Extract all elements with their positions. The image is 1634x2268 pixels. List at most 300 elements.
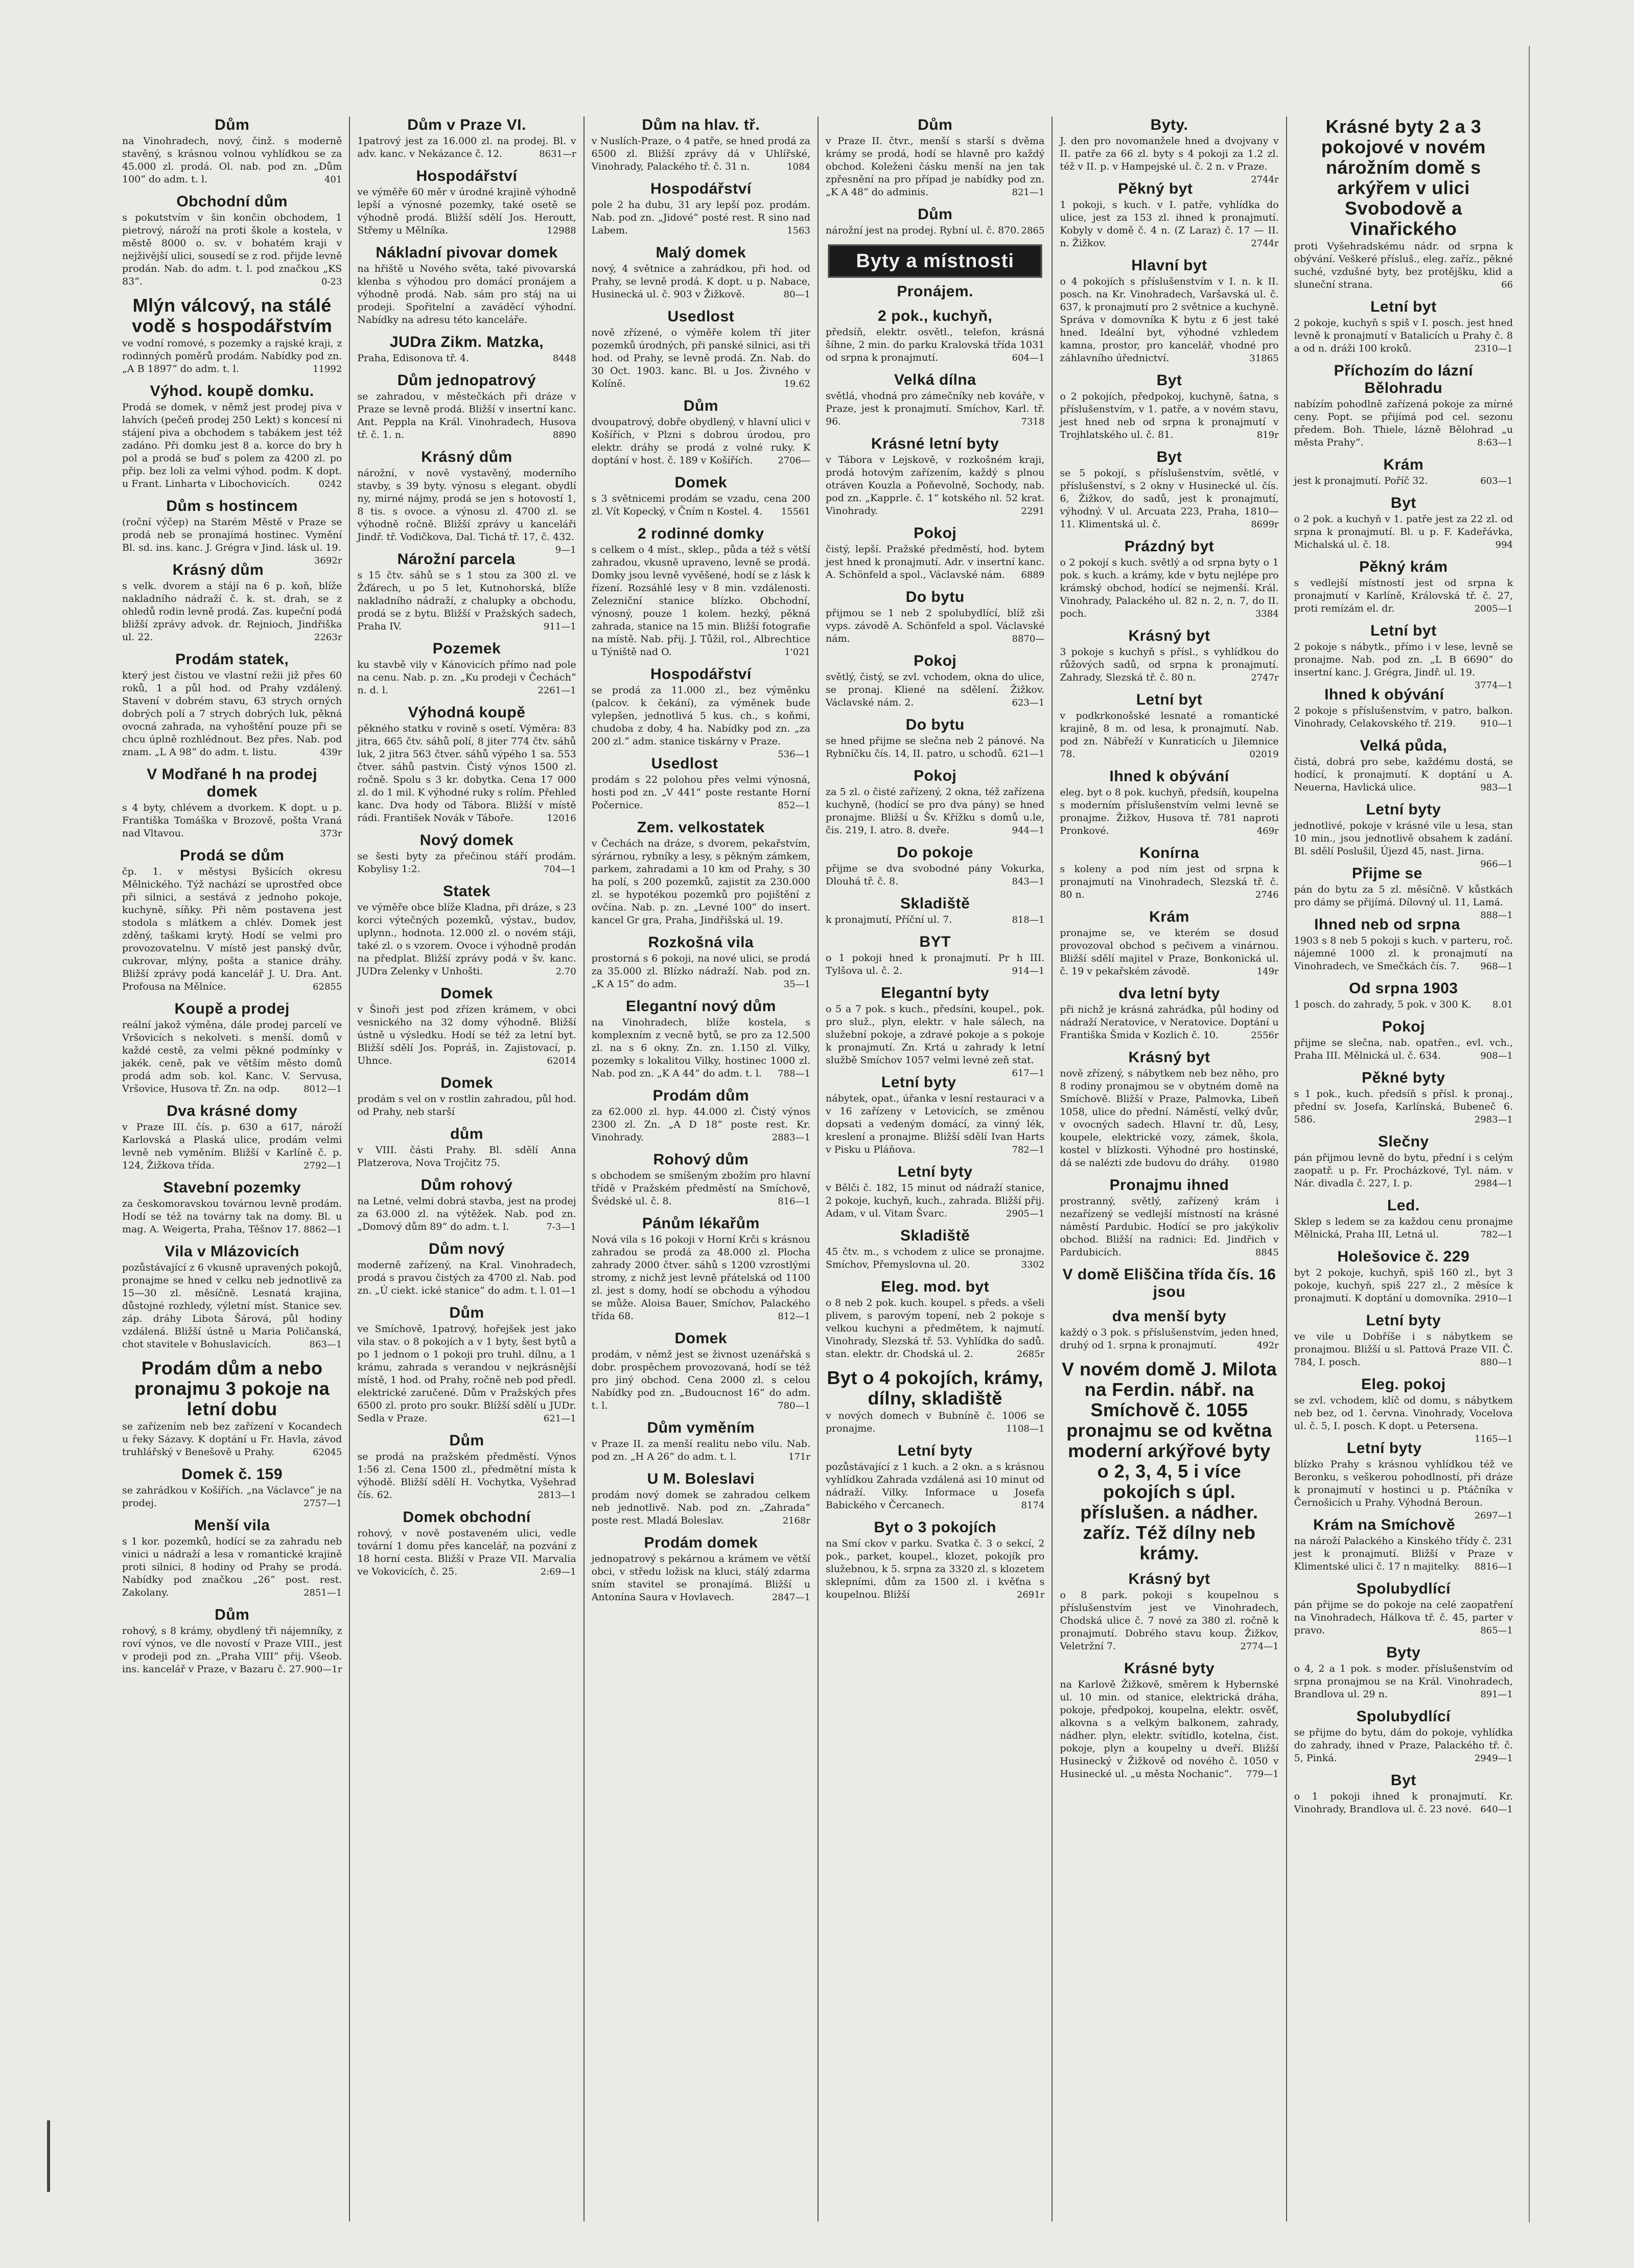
ad-number: 2774—1 [1240,1641,1279,1652]
ad-body: nový, 4 světnice a zahrádkou, při hod. od Prahy, se levně prodá. K dopt. u p. Nabace, Husinecká ul. č. 903 v Žižkově. [591,263,810,300]
classified-ad [357,832,576,876]
classified-ad [592,1419,810,1463]
ad-text [122,516,342,566]
ad-text [592,1553,810,1604]
ad-body: o 2 pok. a kuchyň v 1. patře jest za 22 zl. od srpna k pronajmutí. Bl. u p. F. Kadeřávka, Michalská ul. č. 18. [1294,513,1513,550]
ad-text [357,850,576,876]
ad-heading: Příchozím do lázní Bělohradu [1334,362,1474,396]
ad-body: o 4 pokojích s příslušenstvím v I. n. k II. posch. na Kr. Vinohradech, Varšavská ul. č. 637, k pronajmutí pro 2 světnice a kuchyně. Správa v domovníka K bytu z 6 jest také hned. Ideální byt, výhodné vzhledem kamna, prostor, pro kancelář, vhodné pro záhlavního úřednictví. [1060,276,1279,364]
ad-text [1060,863,1278,901]
classified-ad [122,383,342,490]
ad-body: Praha, Edisonova tř. 4. [357,353,470,364]
ad-text [357,1195,576,1233]
ad-text [1060,786,1278,837]
classified-ad [592,398,810,467]
ad-text [1294,1152,1513,1190]
classified-ad [1060,1571,1278,1653]
binding-mark [47,2120,50,2192]
classified-ad [592,116,810,173]
ad-text [1294,1394,1513,1444]
ad-number: 1108—1 [1006,1423,1045,1434]
ad-body: s obchodem se smíšeným zbožím pro hlavní třídě v Pražském předměstí na Smíchově, Švédské ul. č. 8. [591,1170,810,1207]
classified-ad [1060,768,1278,837]
ad-number: 8870— [1012,634,1045,644]
ad-heading: Konírna [1139,845,1199,861]
ad-number: 62855 [313,981,342,992]
ad-heading: Domek obchodní [403,1509,531,1526]
ad-body: ve výměře 60 měr v úrodné krajině výhodně lepší a výnosné pozemky, také osetě se výhodně prodá. Bližší sdělí Jos. Heroutt, Střemy u Mělníka. [357,186,576,236]
ad-text [122,802,342,840]
ad-body: světlý, čistý, se zvl. vchodem, okna do ulice, se pronaj. Kliené na sdělení. Žižkov. Václavské nám. 2. [826,671,1045,708]
classified-ad [826,767,1044,837]
classified-ad [1294,298,1513,355]
ad-heading: dva menší byty [1112,1308,1227,1325]
ad-number: 816—1 [778,1196,810,1207]
ad-number: 914—1 [1012,966,1045,976]
ad-body: v VIII. části Prahy. Bl. sdělí Anna Platzerova, Nova Trojčitz 75. [357,1144,576,1168]
classified-ad [826,1519,1044,1601]
ad-body: v Bělči č. 182, 15 minut od nádraží stanice, 2 pokoje, kuchyň, kuch., zahrada. Bližší přij. Adam, v ul. Vitam Švarc. [826,1182,1045,1219]
ad-heading: Letní byty [897,1442,973,1459]
ad-heading: Led. [1387,1197,1420,1214]
ad-body: moderně zařízený, na Kral. Vinohradech, prodá s pravou čistých za 4700 zl. Nab. pod zn. „Ú ciekt. ické stanice“ do adm. t. l. [357,1259,576,1296]
classified-ad [1294,116,1513,291]
ad-text [357,1259,576,1297]
ad-heading: Dům nový [428,1241,505,1257]
ad-text [1294,883,1513,921]
ad-heading: Rohový dům [653,1151,749,1168]
ad-body: 1 pokoji, s kuch. v I. patře, vyhlídka do ulice, jest za 153 zl. ihned k pronajmutí. Kobyly v domě č. 4 n. (Z Laraz) č. 17 — II. n. Žižkov. [1060,199,1279,249]
ad-text [357,467,576,555]
classified-ad [1060,180,1278,250]
ad-text [1060,556,1278,620]
ad-heading: Prázdný byt [1124,538,1215,555]
ad-number: 888—1 [1480,910,1513,921]
ad-heading: Eleg. pokoj [1361,1376,1446,1393]
ad-body: o 8 park. pokoji s koupelnou s příslušenstvím jest ve Vinohradech, Chodská ulice č. 7 nové za 380 zl. ročně k pronajmutí. Dobrého stavu koup. Žižkov, Veletržní 7. [1060,1589,1279,1652]
ad-number: 968—1 [1480,961,1513,972]
ad-heading: Nárožní parcela [397,551,516,568]
ad-text [1060,1067,1278,1170]
classified-ad [826,371,1044,428]
ad-number: 1165—1 [1474,1434,1513,1444]
column-2 [349,116,583,2222]
ad-text [826,454,1044,518]
ad-number: 01980 [1249,1158,1279,1168]
ad-text [826,952,1044,977]
ad-heading: Byt o 4 pokojích, krámy, dílny, skladiště [827,1367,1043,1409]
classified-ad [592,934,810,991]
ad-number: 994 [1495,540,1513,550]
ad-body: o 1 pokoji ihned k pronajmutí. Kr. Vinohrady, Brandlova ul. č. 23 nové. [1294,1791,1513,1815]
ad-heading: Pokoj [1382,1018,1425,1035]
ad-number: 821—1 [1012,187,1045,198]
classified-ad [1294,1018,1513,1062]
ad-heading: Do pokoje [897,844,973,861]
ad-number: 621—1 [1012,749,1045,759]
ad-text [1294,1267,1513,1305]
ad-number: 812—1 [778,1311,810,1322]
ad-heading: Velká půda, [1360,737,1448,754]
ad-number: 983—1 [1480,782,1513,793]
ad-body: prostorná s 6 pokoji, na nové ulici, se prodá za 35.000 zl. Blízko nádraží. Nab. pod zn. „K A 15“ do adm. [591,953,810,990]
classified-ad [357,1509,576,1578]
ad-body: nábytek, opat., úřanka v lesní restauraci v a v 16 zařízeny v Letovicích, se změnou dopsati a vedeným domácí, za vinný lék, kreslení a pronajme. Bližší sdělí Ivan Harts v Pisku u Pláňova. [826,1093,1045,1155]
ad-number: 2556r [1251,1030,1279,1041]
classified-ad [1060,845,1278,901]
ad-heading: Vila v Mlázovicích [165,1243,299,1260]
ad-body: při nichž je krásná zahrádka, půl hodiny od nádraží Neratovice, v Neratovice. Doptání u Františka Šmida v Kozlich č. 10. [1060,1004,1279,1041]
ad-heading: Krásný dům [172,562,264,578]
ad-text [357,1003,576,1067]
ad-text [592,1016,810,1080]
ad-number: 2984—1 [1474,1178,1513,1189]
ad-number: 2310—1 [1474,343,1513,354]
classified-ad [122,1000,342,1095]
ad-number: 0242 [318,479,342,489]
ad-body: v Šinoři jest pod zřízen krámem, v obci vesnického na 32 domy výhodně. Bližší ústně u výsledku. Hodí se též za letní byt. Bližší sdělí Jos. Popráš, in. Zajistovací, p. Uhnce. [357,1004,576,1066]
ad-number: 2883—1 [772,1132,810,1143]
classified-ad [357,168,576,237]
ad-text [357,186,576,237]
ad-body: přijmou se 1 neb 2 spolubydlící, blíž zši vyps. závodě A. Schönfeld a spol. Václavské nám. [826,607,1045,644]
ad-heading: Pronájem. [897,283,973,300]
ad-number: 966—1 [1480,859,1513,870]
classified-ad [592,180,810,237]
ad-body: s koleny a pod ním jest od srpna k pronajmutí na Vinohradech, Slezská tř. č. 80 n. [1060,863,1279,900]
ad-text [1294,475,1513,487]
classified-ad [122,1179,342,1236]
ad-heading: Dům [683,398,718,414]
column-5 [1052,116,1286,2222]
ad-number: 623—1 [1012,697,1045,708]
ad-body: se šesti byty za přečinou stáří prodám. Kobylisy 1:2. [357,851,576,875]
ad-heading: Prodám statek, [175,651,289,668]
ad-body: prostranný, světlý, zařízený krám i nezařízený se vedlejší místností na krásné náměstí Pardubic. Hodící se pro jakýkoliv obchod. Bližší na radnici: Ed. Jindřich v Pardubicích. [1060,1196,1279,1258]
ad-heading: Krásné letní byty [871,435,999,452]
ad-body: přijme se dva svobodné pány Vokurka, Dlouhá tř. č. 8. [826,863,1045,887]
ad-body: se zařízením neb bez zařízení v Kocandech u řeky Sázavy. K doptání u Fr. Havla, závod truhlářský v Benešově u Prahy. [122,1421,342,1458]
classified-columns [115,116,1520,2222]
ad-number: 66 [1501,279,1513,290]
classified-ad [826,1074,1044,1156]
ad-number: 780—1 [778,1400,810,1411]
ad-text [357,263,576,326]
ad-text [1294,577,1513,615]
ad-heading: Přijme se [1351,865,1422,882]
ad-number: 3692r [314,555,342,566]
ad-number: 2747r [1251,672,1279,683]
classified-ad [592,244,810,301]
classified-ad [122,498,342,566]
ad-text [357,901,576,978]
ad-heading: Pokoj [914,652,957,669]
ad-heading: Dům s hostincem [166,498,298,515]
ad-text [1294,1535,1513,1573]
classified-ad [1294,1133,1513,1190]
ad-number: 843—1 [1012,876,1045,887]
ad-text [592,326,810,390]
ad-text [826,735,1044,760]
ad-text [592,837,810,927]
ad-body: prodám s 22 polohou přes velmi výnosná, hosti pod zn. „V 441“ poste restante Horní Počernice. [591,774,810,811]
ad-heading: Rozkošná vila [648,934,754,951]
ad-heading: Statek [442,883,491,900]
ad-heading: Domek [440,1074,493,1091]
classified-ad [592,1215,810,1323]
ad-heading: 2 pok., kuchyň, [878,308,993,324]
classified-ad [826,283,1044,300]
classified-ad [122,1466,342,1510]
ad-heading: Krám [1383,456,1424,473]
ad-text [122,1121,342,1172]
ad-body: čp. 1. v městysi Byšicích okresu Mělnického. Týž nachází se uprostřed obce při silnici, a sestává z jednoho pokoje, kuchyně, síňky. Při něm postavena jest stodola s mlátkem a chlév. Domek jest zděný, taškami krytý. Hodí se velmi pro provozovatelnu. V místě jest panský dvůr, cukrovar, mlýny, pošta a stanice dráhy. Bližší zprávy podá kancelář J. U. Dra. Ant. Profousa na Mělníce. [122,866,342,992]
ad-heading: Do bytu [905,589,965,605]
classified-ad [1060,538,1278,620]
ad-heading: Hospodářství [416,168,518,184]
ad-heading: Letní byty [1346,1440,1422,1457]
ad-heading: Dům v Praze VI. [407,116,526,133]
classified-ad [357,985,576,1067]
ad-heading: Dům [215,1606,250,1623]
ad-text [826,1410,1044,1435]
ad-heading: Byt [1390,495,1416,511]
classified-ad [826,652,1044,709]
ad-heading: Letní byt [1370,298,1437,315]
ad-body: o 2 pokojích, předpokoj, kuchyně, šatna, s příslušenstvím, v 1. patře, a v novém stavu, jest hned neb od srpna k pronajmutí v Trojhlatského ul. č. 81. [1060,391,1279,440]
ad-number: 35—1 [783,979,810,990]
ad-body: jednotlivé, pokoje v krásné vile u lesa, stan 10 min., jsou jednotlivě obsahem k zadání. Bl. sdělí Poslušil, Újezd 45, nast. Jirna. [1294,820,1513,857]
classified-ad [1060,1266,1278,1301]
ad-heading: Byty [1386,1644,1421,1661]
ad-text [826,786,1044,837]
classified-ad [1294,1772,1513,1816]
ad-text [1060,1326,1278,1352]
classified-ad [592,308,810,390]
ad-body: světlá, vhodná pro zámečníky neb kováře, v Praze, jest k pronajmutí. Smíchov, Karl. tř. 96. [826,390,1045,427]
ad-text [826,1092,1044,1156]
ad-number: 865—1 [1480,1625,1513,1636]
ad-heading: Hlavní byt [1131,257,1207,274]
ad-text [592,1348,810,1412]
ad-heading: Pěkný krám [1359,558,1448,575]
classified-ad [1060,1049,1278,1170]
ad-text [1060,275,1278,365]
ad-heading: Výhodná koupě [408,704,526,721]
ad-heading: Usedlost [667,308,735,325]
ad-heading: Letní byty [1366,801,1441,818]
ad-number: 2697—1 [1474,1510,1513,1521]
ad-heading: Byt o 3 pokojích [874,1519,997,1536]
classified-ad [357,449,576,555]
classified-ad [826,1278,1044,1361]
ad-number: 6889 [1021,570,1045,580]
ad-body: s vedlejší místností jest od srpna k pronajmutí v Karlíně, Královská tř. č. 27, proti remízám el. dr. [1294,577,1513,614]
classified-ad [1060,449,1278,531]
ad-body: v Praze II. čtvr., menší s starší s dvěma krámy se prodá, hodí se hlavně pro každý obchod. Koleženi čásku menší na jen tak zpřesnění na pro případ je nabídky pod zn. „K A 48“ do adminis. [826,135,1045,198]
ad-text [1294,820,1513,870]
ad-body: 1903 s 8 neb 5 pokoji s kuch. v parteru, roč. nájemné 1000 zl. k pronajmutí na Vinohradech, ve Smečkách čís. 7. [1294,935,1513,972]
ad-number: 2706— [778,455,810,466]
ad-body: v Praze III. čís. p. 630 a 617, nároží Karlovská a Plaská ulice, prodám velmi levně neb vyměním. Bližší v Karlíně č. p. 124, Žižkova třída. [122,1121,342,1171]
ad-body: o 8 neb 2 pok. kuch. koupel. s předs. a všeli plivem, s parovým topení, neb 2 pokoje s velkou kuchyni a předmětem, k najmutí. Vinohrady, Slezská tř. 53. Vyhlídka do sadů. stan. elektr. dr. Chodská ul. 2. [826,1297,1045,1360]
ad-body: nově zřízené, o výměře kolem tří jiter pozemků úrodných, při panské silnici, asi tři hod. od Prahy, se levně prodá. Zn. Nab. do 30 Oct. 1903. kanc. Bl. u Jos. Živného v Kolíně. [591,327,810,389]
classified-ad [357,704,576,825]
ad-heading: Velká dílna [894,371,976,388]
ad-text [826,1297,1044,1361]
ad-text [591,684,810,760]
ad-number: 880—1 [1480,1357,1513,1368]
classified-ad [122,1243,342,1351]
classified-ad [357,334,576,365]
ad-body: se prodá na pražském předměstí. Výnos 1:56 zl. Cena 1500 zl., předmětní místa k výhodě. Bližší sdělí H. Vochytka, Vyšehrad čís. 62. [357,1451,576,1501]
classified-ad [357,1074,576,1118]
ad-number: 2263r [314,632,342,643]
ad-text [1294,1599,1513,1637]
ad-number: 8816—1 [1474,1561,1513,1572]
classified-ad [1294,1376,1513,1444]
classified-ad [826,933,1044,977]
ad-number: 2.70 [555,966,576,977]
ad-text [592,1438,810,1463]
ad-heading: V Modřané h na prodej domek [147,766,318,800]
ad-number: 2685r [1016,1349,1045,1360]
ad-text [1060,390,1278,441]
ad-number: 536—1 [778,749,810,760]
ad-text [357,659,576,697]
ad-heading: Krásný dům [421,449,512,465]
ad-number: 1084 [787,161,810,172]
classified-ad [122,1606,342,1676]
ad-number: 1563 [787,225,810,236]
classified-ad [1060,257,1278,365]
ad-number: 1'021 [784,647,810,658]
ad-number: 492r [1256,1340,1279,1351]
ad-heading: Dům vyměním [647,1419,755,1436]
ad-heading: Domek [674,474,728,491]
ad-text [122,1535,342,1599]
ad-body: nově zřízený, s nábytkem neb bez něho, pro 8 rodiny pronajmou se v obytném domě na Smíchově. Bližší v Praze, Palmovka, Libeň 1058, ulice do přední. Náměstí, velký dvůr, v ovocných sadech. Hlavní tr. dů, Lesy, koupele, elektrické vozy, zámek, škola, kostel v blízkosti. Výhodné pro hostinské, dá se nalézti zde budovu do dráhy. [1060,1068,1279,1168]
ad-heading: Hospodářství [650,666,752,683]
ad-body: na Vinohradech, blíže kostela, s komplexním z vecně bytů, se pro za 12.500 zl. na s 6 okny. Zn. zn. 1.150 zl. Vilky, pozemky s lokalitou Vilky, hostinec 1000 zl. Nab. pod zn. „K A 44“ do adm. t. l. [591,1017,810,1079]
ad-text [826,224,1044,237]
ad-heading: Skladiště [900,895,970,912]
ad-body: na Vinohradech, nový, činž. s moderně stavěný, s krásnou volnou vyhlídkou se za 45.000 zl. prodá. Ol. nab. pod zn. „Dům 100“ do adm. t. l. [122,135,342,185]
ad-text [592,199,810,237]
ad-number: 788—1 [778,1068,810,1079]
ad-body: prodám nový domek se zahradou celkem neb jednotlivě. Nab. pod zn. „Zahrada“ poste rest. Mladá Boleslav. [591,1489,810,1526]
ad-heading: Byt [1390,1772,1416,1789]
classified-ad [592,755,810,812]
ad-number: 171r [788,1452,810,1462]
ad-heading: Ihned k obývání [1324,686,1444,703]
ad-text [592,493,810,518]
ad-body: 2 pokoje s příslušenstvím, v patro, balkon. Vinohrady, Celakovského tř. 219. [1294,705,1513,729]
classified-ad [1060,627,1278,684]
ad-heading: Dům [449,1304,484,1321]
ad-heading: Zem. velkostatek [637,819,765,836]
classified-ad [122,116,342,186]
ad-number: 603—1 [1480,476,1513,486]
ad-text [1060,646,1278,684]
ad-heading: JUDra Zikm. Matzka, [389,334,544,350]
ad-body: Prodá se domek, v němž jest prodej piva v lahvích (pečeň prodej 250 Lekt) s koncesí ni stájení piva a obchodem s tabákem jest též zadáno. Při domku jest 8 a. korce do bry h pol a prodá se buď s polem za 4200 zl. po přip. bez loli za velmi výhod. podm. K dopt. u Frant. Linharta v Libochovicích. [122,402,342,489]
ad-heading: Pánům lékařům [642,1215,760,1232]
ad-text [1060,467,1278,531]
ad-body: pozůstávající z 1 kuch. a 2 okn. a s krásnou vyhlídkou Zahrada vzdálená asi 10 minut od nádraží. Vilky. Informace u Josefa Babického v Čercanech. [826,1461,1045,1511]
ad-text [357,1451,576,1502]
ad-text [826,1003,1045,1079]
ad-body: v Nuslích-Praze, o 4 patře, se hned prodá za 6500 zl. Bližší zprávy dá v Uhlířské, Vinohrady, Palackého tř. č. 31 n. [591,135,810,172]
classified-ad [826,985,1045,1079]
ad-number: 2005—1 [1474,603,1513,614]
ad-text [1060,927,1278,978]
ad-number: 401 [324,174,342,185]
ad-text [592,952,810,991]
ad-body: na Smí ckov v parku. Svatka č. 3 o sekcí, 2 pok., parket, koupel., klozet, pokojík pro služebnou, k 5. srpna za 3320 zl. s klozetem sklepními, dům za 1500 zl. i kvěťna s koupelnou. Bližší [826,1538,1045,1600]
classified-ad [592,1151,810,1208]
ad-number: 439r [320,747,342,758]
classified-ad [1294,980,1513,1011]
classified-ad [1294,1312,1513,1369]
ad-heading: Mlýn válcový, na stálé vodě s hospodářstvím [132,295,333,336]
classified-ad [592,998,810,1080]
column-4 [818,116,1052,2222]
ad-text [1294,934,1513,973]
ad-body: o 5 a 7 pok. s kuch., předsíni, koupel., pok. pro služ., plyn, elektr. v hale sálech, na služební pokoje, a zdravé pokoje a s pokoje k pronajmutí. Zn. Krtá u zahrady k letní službě Smíchov 1057 velmi levné zeň stat. [826,1003,1045,1066]
ad-body: nárožní jest na prodej. Rybní ul. č. 870. [826,225,1020,236]
ad-text [1294,1037,1513,1062]
ad-text [826,1182,1044,1220]
ad-heading: Byt [1156,372,1182,389]
ad-heading: Krám [1149,908,1189,925]
ad-number: 908—1 [1480,1050,1513,1061]
ad-heading: Dům jednopatrový [397,372,536,389]
ad-heading: Prodám domek [644,1534,758,1551]
classified-ad [357,116,576,160]
ad-text [1294,1790,1513,1816]
ad-body: se zahradou, v městečkách při dráze v Praze se levně prodá. Bližší v insertní kanc. Ant. Peppla na Král. Vinohradech, Husova tř. č. 1. n. [357,391,576,440]
ad-text [357,1093,576,1118]
classified-ad [1294,558,1513,615]
ad-heading: Pěkný byt [1118,180,1193,197]
ad-text [1294,1726,1513,1765]
classified-ad [1294,737,1513,794]
classified-ad [826,844,1044,888]
ad-heading: Letní byt [1136,691,1203,708]
classified-ad [122,766,342,840]
ad-body: pronajme se, ve kterém se dosud provozoval obchod s pečivem a vinárnou. Bližší sdělí majitel v Praze, Bonkonická ul. č. 19 v pekařském závodě. [1060,927,1279,977]
ad-body: ku stavbě vily v Kánovicích přímo nad pole na cenu. Nab. p. zn. „Ku prodeji v Čechách“ n. d. l. [357,659,576,696]
ad-text [826,914,1044,926]
classified-ad [1060,372,1278,441]
column-6 [1286,116,1520,2222]
classified-ad [357,1304,576,1425]
ad-number: 819r [1256,430,1279,440]
ad-text [357,1323,576,1425]
ad-number: 2746 [1255,890,1279,900]
ad-text [122,1484,342,1510]
ad-body: s celkem o 4 míst., sklep., půda a též s větší zahradou, vkusně upraveno, levně se prodá. Domky jsou levně vyvěšené, hodí se z lásk k řízení. Rozsáhlé lesy v 8 min. vzdálenosti. Zelezniční stanice blízko. Obchodní, výnosný, pouze 1 kolem. hezký, pěkná zahrada, stanice na 15 min. Bližší fotografie na místě. Nab. přij. J. Tůžil, rol., Albrechtice u Týniště nad O. [591,544,810,658]
ad-number: 2291 [1021,506,1045,517]
ad-body: nabízím pohodlně zařízená pokoje za mírné ceny. Popt. se přijímá pod cel. sezonu předem. Boh. Thiele, lázně Bělohrad „u města Prahy“. [1294,399,1513,448]
classified-ad [122,193,342,288]
ad-heading: Ihned neb od srpna [1314,916,1460,933]
ad-body: čistý, lepší. Pražské předměstí, hod. bytem jest hned k pronajmutí. Adr. v insertní kanc. A. Schönfeld a spol., Václavské nám. [826,544,1045,580]
ad-body: ve vile u Dobříše i s nábytkem se pronajmou. Bližší u sl. Pattová Praze VII. Č. 784, I. posch. [1294,1331,1513,1368]
ad-body: dvoupatrový, dobře obydlený, v hlavní ulici v Košířích, v Plzni s dobrou úrodou, pro elektr. dráhy se prodá z volné ruky. K doptání v host. č. 189 v Košířích. [591,416,810,466]
ad-text [1060,710,1278,761]
